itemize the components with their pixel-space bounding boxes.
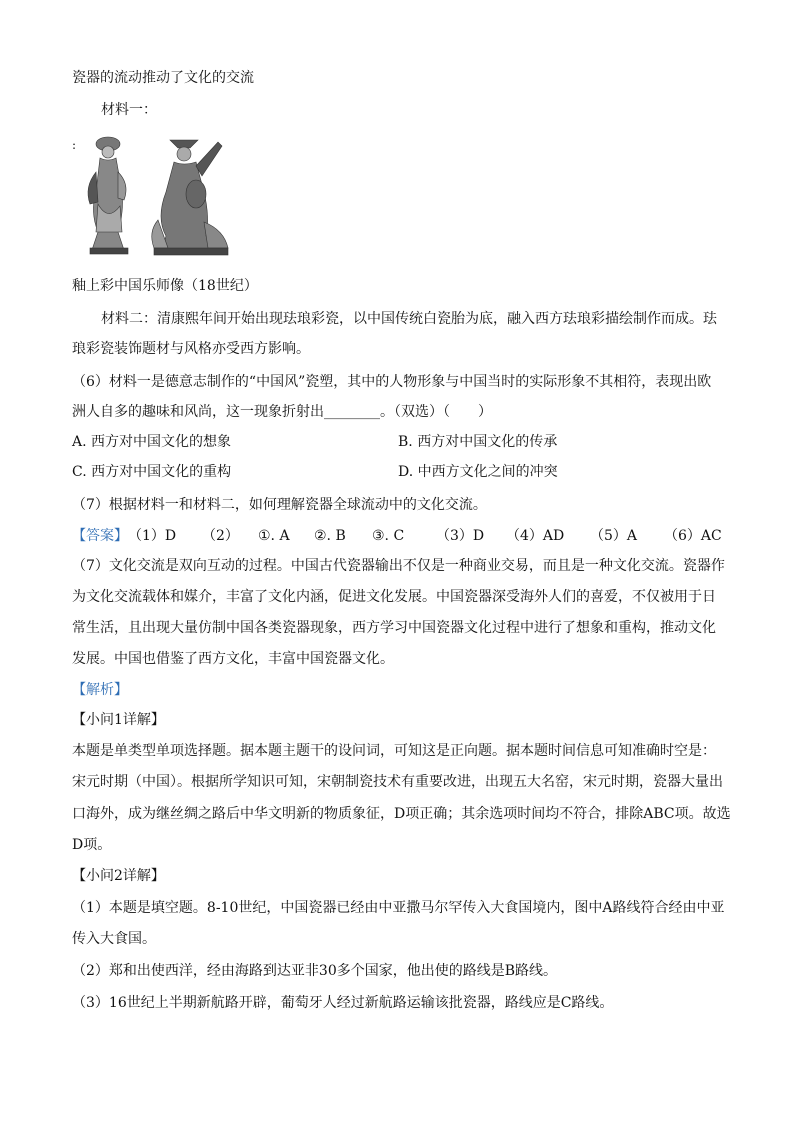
answer7-line: 为文化交流载体和媒介，丰富了文化内涵，促进文化发展。中国瓷器深受海外人们的喜爱，不仅被用于日: [72, 589, 716, 605]
question6-line: （6）材料一是德意志制作的“中国风”瓷塑，其中的人物形象与中国当时的实际形象不其相符，表现出欧: [72, 374, 712, 390]
answer-item: ②. B: [314, 528, 346, 544]
answer-item: （1）D: [128, 528, 177, 544]
material2-line: 琅彩瓷装饰题材与风格亦受西方影响。: [72, 341, 310, 357]
figure-marker: :: [72, 138, 77, 152]
section-heading: 瓷器的流动推动了文化的交流: [72, 70, 254, 86]
answer7-line: 发展。中国也借鉴了西方文化，丰富中国瓷器文化。: [72, 651, 394, 667]
subquestion2-line: （2）郑和出使西洋，经由海路到达亚非30多个国家，他出使的路线是B路线。: [72, 963, 558, 979]
answer-item: （2）: [202, 528, 239, 544]
figure-caption: 釉上彩中国乐师像（18世纪）: [72, 278, 258, 294]
subquestion2-line: （1）本题是填空题。8-10世纪，中国瓷器已经由中亚撒马尔罕传入大食国境内，图中A路线符合经由中亚: [72, 900, 725, 916]
subquestion2-line: 传入大食国。: [72, 931, 156, 947]
porcelain-figurines-image: [78, 132, 233, 262]
answer-item: ①. A: [258, 528, 290, 544]
analysis-label: 【解析】: [72, 682, 128, 698]
material1-label: 材料一：: [101, 102, 157, 118]
subquestion1-line: D项。: [72, 837, 112, 853]
subquestion2-title: 【小问2详解】: [72, 868, 165, 884]
answer-item: （6）AC: [664, 528, 722, 544]
answer-item: （4）AD: [506, 528, 565, 544]
answer-row: [72, 526, 722, 546]
material2-line: 材料二：清康熙年间开始出现珐琅彩瓷，以中国传统白瓷胎为底，融入西方珐琅彩描绘制作而成。珐: [101, 311, 717, 327]
option-a: A. 西方对中国文化的想象: [72, 434, 232, 450]
subquestion2-line: （3）16世纪上半期新航路开辟，葡萄牙人经过新航路运输该批瓷器，路线应是C路线。: [72, 995, 614, 1011]
option-d: D. 中西方文化之间的冲突: [398, 464, 558, 480]
subquestion1-line: 宋元时期（中国）。根据所学知识可知，宋朝制瓷技术有重要改进，出现五大名窑，宋元时期，瓷器大量出: [72, 774, 723, 790]
answer-label: 【答案】: [72, 528, 128, 544]
answer-item: ③. C: [372, 528, 405, 544]
answer7-line: （7）文化交流是双向互动的过程。中国古代瓷器输出不仅是一种商业交易，而且是一种文化交流。瓷器作: [72, 558, 725, 574]
question7: （7）根据材料一和材料二，如何理解瓷器全球流动中的文化交流。: [72, 497, 487, 513]
subquestion1-line: 口海外，成为继丝绸之路后中华文明新的物质象征，D项正确；其余选项时间均不符合，排除ABC项。故选: [72, 806, 731, 822]
subquestion1-line: 本题是单类型单项选择题。据本题主题干的设问词，可知这是正向题。据本题时间信息可知准确时空是：: [72, 743, 716, 759]
option-c: C. 西方对中国文化的重构: [72, 464, 232, 480]
question6-line: 洲人自多的趣味和风尚，这一现象折射出________。（双选）（ ）: [72, 404, 492, 420]
answer7-line: 常生活，且出现大量仿制中国各类瓷器现象，西方学习中国瓷器文化过程中进行了想象和重构，推动文化: [72, 620, 716, 636]
subquestion1-title: 【小问1详解】: [72, 712, 165, 728]
option-b: B. 西方对中国文化的传承: [398, 434, 558, 450]
answer-item: （5）A: [590, 528, 638, 544]
answer-item: （3）D: [436, 528, 485, 544]
